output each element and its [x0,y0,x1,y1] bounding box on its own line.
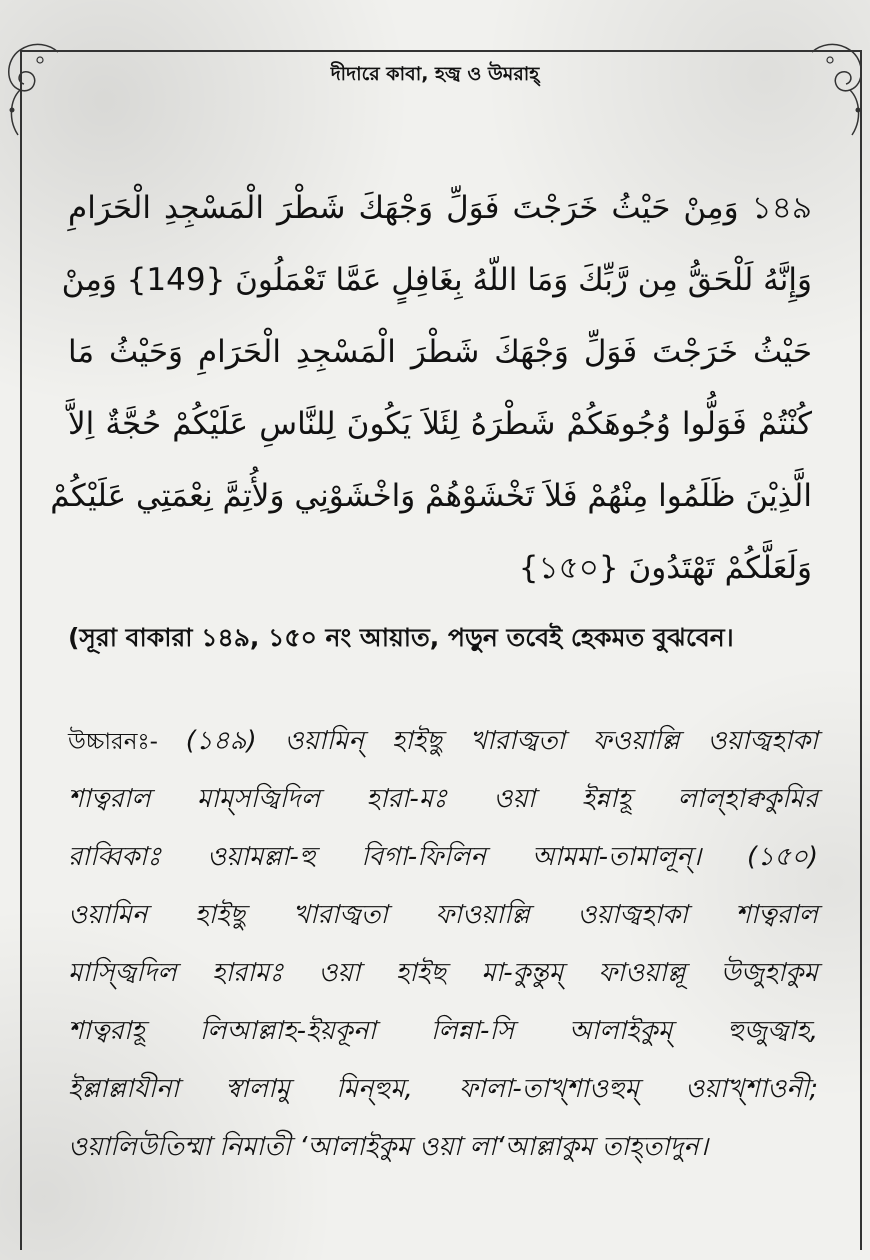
pronunciation-line: শাত্বরাহূ লিআল্লাহ-ইয়কূনা লিন্না-সি আলাইকুম্ হুজুজ্বাহ, [68,1016,818,1046]
arabic-verse-line: حَيْثُ خَرَجْتَ فَوَلِّ وَجْهَكَ شَطْرَ الْمَسْجِدِ الْحَرَامِ وَحَيْثُ مَا [68,334,812,370]
running-header-title: দীদারে কাবা, হজ্ব ও উমরাহ্ [330,63,540,85]
pronunciation-line: রাব্বিকাঃ ওয়ামল্লা-হু বিগা-ফিলিন আমমা-তামালূন্। (১৫০) [68,842,818,872]
arabic-verse-line: وَإِنَّهُ لَلْحَقُّ مِن رَّبِّكَ وَمَا اللّهُ بِغَافِلٍ عَمَّا تَعْمَلُونَ {149} وَمِنْ [61,262,812,298]
arabic-verse-line: ১৪৯ وَمِنْ حَيْثُ خَرَجْتَ فَوَلِّ وَجْهَكَ شَطْرَ الْمَسْجِدِ الْحَرَامِ [68,190,812,226]
pronunciation-line: ওয়ামিন হাইছু খারাজ্বতা ফাওয়াল্লি ওয়াজ্বহাকা শাত্বরাল [68,900,818,930]
pronunciation-line-first [68,712,818,770]
pronunciation-block [68,712,818,1176]
pronunciation-line: ইল্লাল্লাযীনা স্বালামু মিন্হুম, ফালা-তাখ্শাওহুম্ ওয়াখ্শাওনী; [68,1074,818,1104]
pronunciation-label: উচ্চারনঃ- [68,729,158,755]
surah-reference-note: (সূরা বাকারা ১৪৯, ১৫০ নং আয়াত, পড়ুন তবেই হেকমত বুঝবেন। [68,623,734,652]
arabic-verse-block [50,180,812,612]
pronunciation-line: মাস্জ্বিদিল হারামঃ ওয়া হাইছ মা-কুন্তুম্ ফাওয়াল্লূ উজুহাকুম [68,958,818,988]
pronunciation-line: ওয়ালিউতিম্মা নিমাতী ‘আলাইকুম ওয়া লা‘আল্লাকুম তাহ্তাদুন। [68,1132,709,1162]
pronunciation-first-text: (১৪৯) ওয়ামিন্ হাইছু খারাজ্বতা ফওয়াল্লি ওয়াজ্বহাকা [185,726,818,756]
arabic-verse-line: وَلَعَلَّكُمْ تَهْتَدُونَ {১৫০} [518,550,812,586]
arabic-verse-line: الَّذِيْنَ ظَلَمُوا مِنْهُمْ فَلاَ تَخْشَوْهُمْ وَاخْشَوْنِي وَلأُتِمَّ نِعْمَتِي عَلَيْكُمْ [50,478,812,514]
pronunciation-line: শাত্বরাল মাম্সজ্বিদিল হারা-মঃ ওয়া ইন্নাহূ লাল্হাক্বকুমির [68,784,818,814]
arabic-verse-line: كُنْتُمْ فَوَلُّوا وُجُوهَكُمْ شَطْرَهُ لِئَلاَ يَكُونَ لِلنَّاسِ عَلَيْكُمْ حُجَّةٌ اِلاَّ [68,406,812,442]
